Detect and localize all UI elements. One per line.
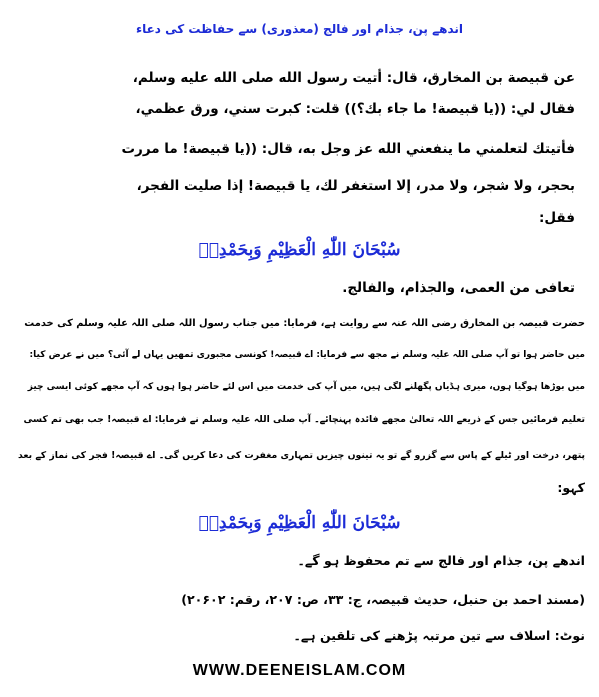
urdu-translation-line-5: پتھر، درخت اور ٹیلے کے پاس سے گزرو گے تو یہ تینوں چیزیں تمہاری مغفرت کی دعا کریں گی۔ اے قبیصہ! فجر کی نماز کے بعد xyxy=(18,450,585,461)
page-title: اندھے پن، جذام اور فالج (معذوری) سے حفاظت کی دعاء xyxy=(135,22,464,36)
website-url: WWW.DEENEISLAM.COM xyxy=(192,662,407,679)
urdu-ending: اندھے پن، جذام اور فالج سے تم محفوظ ہو گے۔ xyxy=(297,553,585,568)
dua-text-repeat: سُبْحَانَ اللّٰهِ الْعَظِيْمِ وَبِحَمْدِهٖ xyxy=(198,513,401,533)
arabic-ending: تعافى من العمى، والجذام، والفالج. xyxy=(342,280,575,296)
arabic-hadith-line-4: بحجر، ولا شجر، ولا مدر، إلا استغفر لك، يا قبيصة! إذا صليت الفجر، xyxy=(136,178,575,194)
urdu-translation-line-6: کہو: xyxy=(557,480,585,495)
urdu-translation-line-4: تعلیم فرمائیں جس کے ذریعے اللہ تعالیٰ مجھے فائدہ پہنچائے۔ آپ صلی اللہ علیہ وسلم نے فرمایا: اے قبیصہ! جب بھی تم کسی xyxy=(23,414,585,425)
urdu-translation-line-3: میں بوڑھا ہوگیا ہوں، میری ہڈیاں پگھلنے لگی ہیں، میں آپ کی خدمت میں اس لئے حاضر ہوا ہوں کہ آپ مجھے کوئی ایسی چیز xyxy=(27,382,585,392)
arabic-hadith-line-3: فأتيتك لتعلمني ما ينفعني الله عز وجل به، قال: ((يا قبيصة! ما مررت xyxy=(121,141,575,157)
note-text: نوٹ: اسلاف سے تین مرتبہ پڑھنے کی تلقین ہے۔ xyxy=(293,628,585,643)
arabic-hadith-line-2: فقال لي: ((يا قبيصة! ما جاء بك؟)) قلت: كبرت سني، ورق عظمي، xyxy=(135,101,575,117)
arabic-hadith-line-5: فقل: xyxy=(538,210,575,226)
dua-text: سُبْحَانَ اللّٰهِ الْعَظِيْمِ وَبِحَمْدِهٖ xyxy=(198,240,401,260)
arabic-hadith-line-1: عن قبيصة بن المخارق، قال: أتيت رسول الله صلى الله عليه وسلم، xyxy=(132,70,575,86)
urdu-translation-line-2: میں حاضر ہوا تو آپ صلی اللہ علیہ وسلم نے مجھ سے فرمایا: اے قبیصہ! کونسی مجبوری تمھیں یہاں لے آئی؟ میں نے عرض کیا: xyxy=(29,350,585,360)
reference-citation: (مسند احمد بن حنبل، حدیث قبیصہ، ج: ۳۳، ص: ۲۰۷، رقم: ۲۰۶۰۲) xyxy=(181,592,585,607)
urdu-translation-line-1: حضرت قبیصہ بن المخارق رضی اللہ عنہ سے روایت ہے، فرمایا: میں جناب رسول اللہ صلی اللہ علیہ وسلم کی خدمت xyxy=(24,318,585,329)
